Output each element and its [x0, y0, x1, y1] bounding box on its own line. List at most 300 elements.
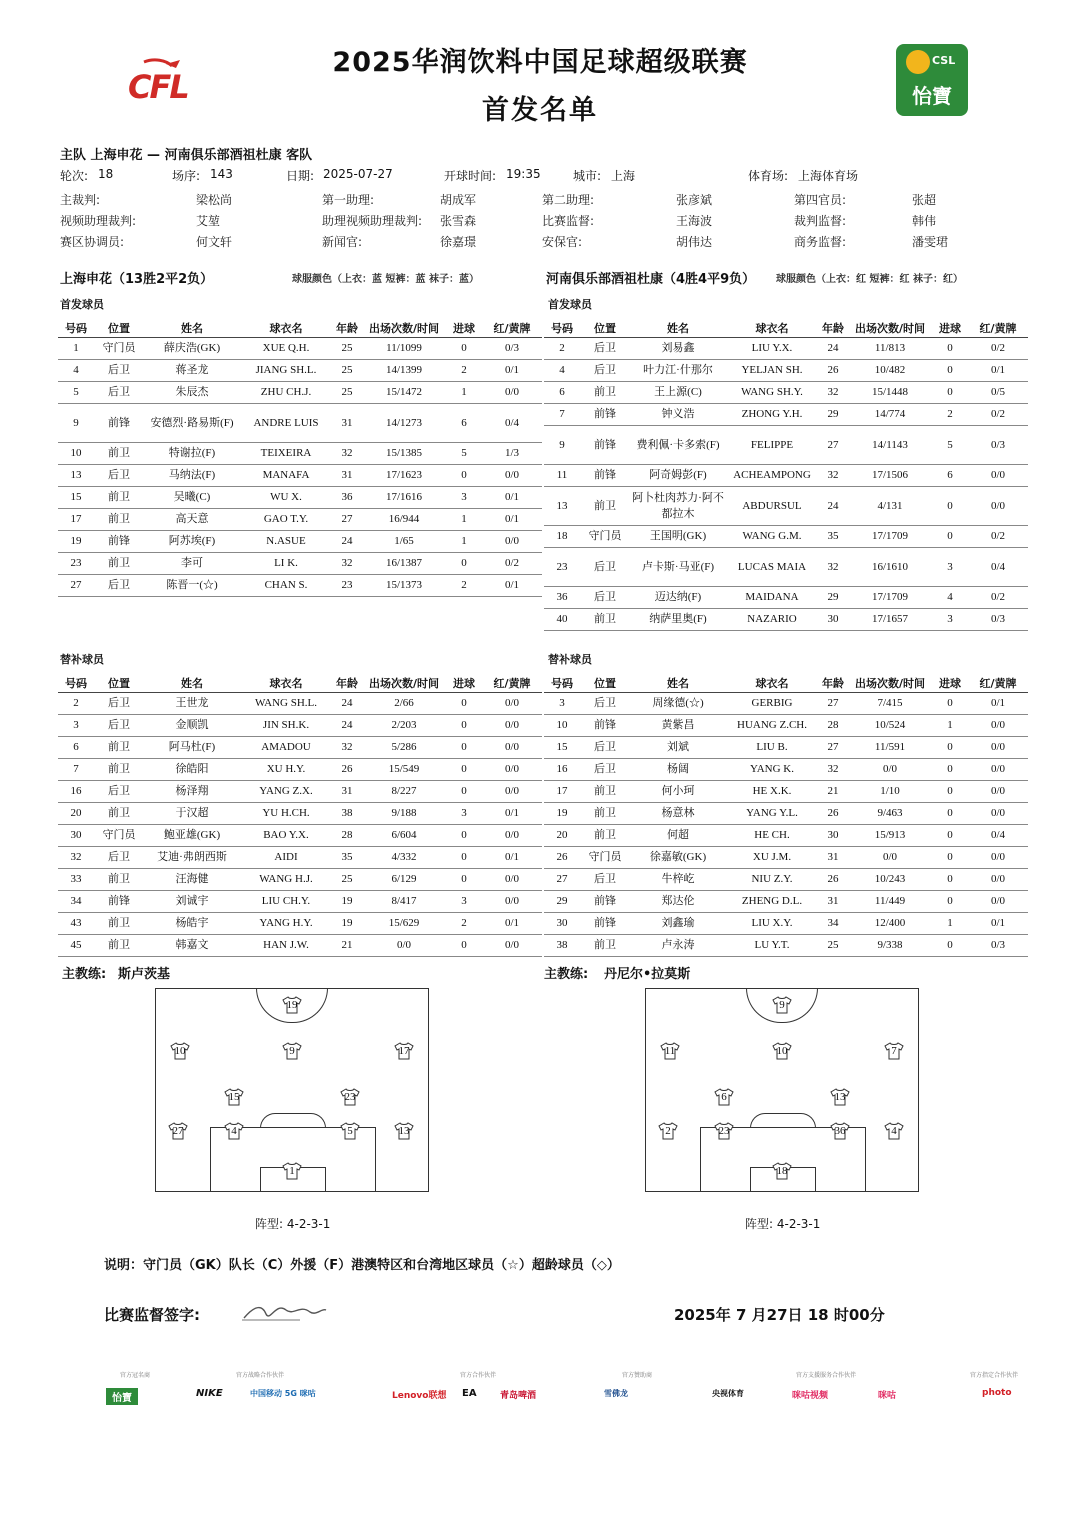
cell-cards: 0/0: [968, 487, 1028, 526]
table-row: [544, 465, 1028, 487]
table-row: [58, 759, 542, 781]
official-label: 新闻官:: [322, 235, 363, 249]
cell-position: 前锋: [580, 913, 630, 935]
shirt-number: 17: [398, 1045, 410, 1057]
cell-goals: 4: [932, 587, 968, 609]
shirt-number: 10: [776, 1045, 788, 1057]
round-value: 18: [98, 167, 114, 181]
cell-number: 2: [544, 338, 580, 360]
column-header-age: 年龄: [332, 673, 362, 693]
cell-name: 郑达伦: [630, 891, 726, 913]
sponsor-logo-photo: photo: [982, 1388, 1012, 1398]
cell-name: 周缘德(☆): [630, 693, 726, 715]
cell-number: 13: [544, 487, 580, 526]
cell-position: 后卫: [580, 587, 630, 609]
cell-apps: 10/243: [848, 869, 932, 891]
cell-apps: 6/129: [362, 869, 446, 891]
home-coach: 斯卢茨基: [118, 967, 171, 982]
table-row: [544, 426, 1028, 465]
shirt-number: 18: [776, 1165, 788, 1177]
cell-apps: 15/629: [362, 913, 446, 935]
cell-apps: 15/1373: [362, 575, 446, 597]
cell-goals: 0: [446, 715, 482, 737]
cell-shirt-name: ZHU CH.J.: [240, 382, 332, 404]
cell-name: 朱辰杰: [144, 382, 240, 404]
cell-cards: 0/0: [968, 781, 1028, 803]
cell-apps: 9/188: [362, 803, 446, 825]
cell-age: 35: [818, 526, 848, 548]
cell-goals: 1: [932, 913, 968, 935]
shirt-number: 36: [834, 1125, 846, 1137]
page-title: 2025华润饮料中国足球超级联赛: [332, 47, 748, 78]
cell-goals: 3: [932, 548, 968, 587]
cell-cards: 0/1: [482, 847, 542, 869]
cell-shirt-name: FELIPPE: [726, 426, 818, 465]
cell-goals: 3: [446, 803, 482, 825]
cell-goals: 0: [446, 825, 482, 847]
cell-number: 29: [544, 891, 580, 913]
column-header-apps: 出场次数/时间: [362, 673, 446, 693]
cell-position: 前卫: [580, 487, 630, 526]
cell-age: 23: [332, 575, 362, 597]
player-shirt-icon: [340, 1122, 360, 1140]
cell-position: 前卫: [94, 869, 144, 891]
table-row: [544, 847, 1028, 869]
column-header-goals: 进球: [932, 318, 968, 338]
player-shirt-icon: [394, 1042, 414, 1060]
shirt-number: 27: [172, 1125, 184, 1137]
cell-cards: 1/3: [482, 443, 542, 465]
legend-note: 说明：守门员（GK）队长（C）外援（F）港澳特区和台湾地区球员（☆）超龄球员（◇）: [104, 1258, 620, 1273]
away-subs-table: [544, 673, 1028, 957]
official-value: 胡伟达: [676, 235, 713, 249]
cell-apps: 5/286: [362, 737, 446, 759]
cell-goals: 0: [932, 382, 968, 404]
cell-apps: 0/0: [848, 759, 932, 781]
cell-apps: 11/813: [848, 338, 932, 360]
cell-apps: 2/203: [362, 715, 446, 737]
cell-position: 前卫: [580, 382, 630, 404]
cell-cards: 0/0: [482, 825, 542, 847]
cell-name: 徐皓阳: [144, 759, 240, 781]
cell-goals: 0: [932, 759, 968, 781]
cell-number: 20: [544, 825, 580, 847]
cell-name: 牛梓屹: [630, 869, 726, 891]
cell-name: 徐嘉敏(GK): [630, 847, 726, 869]
stadium-value: 上海体育场: [798, 169, 859, 183]
cell-goals: 0: [932, 803, 968, 825]
cell-shirt-name: YANG Y.L.: [726, 803, 818, 825]
cell-number: 9: [544, 426, 580, 465]
cell-shirt-name: JIANG SH.L.: [240, 360, 332, 382]
cell-age: 26: [818, 360, 848, 382]
cell-cards: 0/0: [968, 715, 1028, 737]
player-shirt-icon: [282, 1042, 302, 1060]
official-value: 梁松尚: [196, 193, 233, 207]
sponsor-logo-cbest: 怡寶: [106, 1388, 138, 1405]
column-header-position: 位置: [94, 318, 144, 338]
shirt-number: 13: [398, 1125, 410, 1137]
date-label: 日期:: [286, 169, 315, 183]
cell-shirt-name: LI K.: [240, 553, 332, 575]
cell-number: 3: [544, 693, 580, 715]
signature-label: 比赛监督签字:: [104, 1306, 200, 1324]
column-header-name: 姓名: [144, 318, 240, 338]
official-label: 第四官员:: [794, 193, 847, 207]
table-row: [58, 575, 542, 597]
home-subs-label: 替补球员: [60, 653, 104, 666]
table-row: [58, 382, 542, 404]
cell-position: 前卫: [94, 553, 144, 575]
cell-goals: 0: [446, 935, 482, 957]
cell-apps: 15/1385: [362, 443, 446, 465]
cell-name: 杨意林: [630, 803, 726, 825]
cell-goals: 0: [932, 847, 968, 869]
cell-shirt-name: TEIXEIRA: [240, 443, 332, 465]
table-row: [544, 869, 1028, 891]
column-header-position: 位置: [580, 318, 630, 338]
cell-shirt-name: BAO Y.X.: [240, 825, 332, 847]
official-value: 张彦斌: [676, 193, 713, 207]
shirt-number: 10: [174, 1045, 186, 1057]
player-shirt-icon: [282, 996, 302, 1014]
cell-shirt-name: HE X.K.: [726, 781, 818, 803]
cell-apps: 4/131: [848, 487, 932, 526]
cell-cards: 0/2: [968, 404, 1028, 426]
column-header-position: 位置: [580, 673, 630, 693]
cell-apps: 6/604: [362, 825, 446, 847]
cell-shirt-name: ZHONG Y.H.: [726, 404, 818, 426]
cell-age: 32: [332, 443, 362, 465]
cell-cards: 0/0: [968, 759, 1028, 781]
table-row: [58, 825, 542, 847]
cell-position: 前锋: [580, 465, 630, 487]
cell-cards: 0/4: [968, 825, 1028, 847]
cell-name: 杨泽翔: [144, 781, 240, 803]
cell-age: 29: [818, 404, 848, 426]
cell-cards: 0/0: [482, 891, 542, 913]
cell-number: 45: [58, 935, 94, 957]
column-header-number: 号码: [58, 318, 94, 338]
cell-cards: 0/0: [968, 465, 1028, 487]
cell-position: 前卫: [580, 935, 630, 957]
cell-name: 阿马杜(F): [144, 737, 240, 759]
column-header-cards: 红/黄牌: [482, 673, 542, 693]
column-header-apps: 出场次数/时间: [848, 673, 932, 693]
cell-age: 27: [818, 693, 848, 715]
cell-shirt-name: LUCAS MAIA: [726, 548, 818, 587]
cell-number: 32: [58, 847, 94, 869]
cell-position: 后卫: [94, 360, 144, 382]
cell-age: 27: [818, 426, 848, 465]
cell-cards: 0/1: [968, 913, 1028, 935]
cell-age: 19: [332, 891, 362, 913]
home-coach-label: 主教练:: [62, 967, 107, 982]
cell-goals: 0: [932, 781, 968, 803]
table-row: [58, 487, 542, 509]
round-label: 轮次:: [60, 169, 89, 183]
cell-position: 后卫: [580, 548, 630, 587]
cell-name: 于汉超: [144, 803, 240, 825]
cell-name: 王国明(GK): [630, 526, 726, 548]
table-header: [58, 673, 542, 693]
cell-cards: 0/2: [968, 526, 1028, 548]
cell-position: 后卫: [94, 693, 144, 715]
player-shirt-icon: [714, 1122, 734, 1140]
official-value: 韩伟: [912, 214, 937, 228]
shirt-number: 2: [665, 1125, 671, 1137]
cell-age: 32: [818, 382, 848, 404]
cell-position: 后卫: [94, 847, 144, 869]
column-header-name: 姓名: [630, 673, 726, 693]
cell-cards: 0/4: [482, 404, 542, 443]
page-subtitle: 首发名单: [482, 95, 598, 126]
cell-position: 后卫: [94, 382, 144, 404]
cell-name: 李可: [144, 553, 240, 575]
cell-age: 24: [332, 693, 362, 715]
column-header-shirt-name: 球衣名: [240, 673, 332, 693]
cell-goals: 0: [446, 465, 482, 487]
cell-name: 汪海健: [144, 869, 240, 891]
player-shirt-icon: [772, 1042, 792, 1060]
official-label: 第一助理:: [322, 193, 375, 207]
sponsor-logo-chevron: 雪佛龙: [604, 1389, 628, 1398]
cell-cards: 0/1: [482, 803, 542, 825]
cell-goals: 0: [446, 737, 482, 759]
cfl-logo-text: CFL: [128, 68, 188, 106]
cell-goals: 5: [932, 426, 968, 465]
official-value: 何文轩: [196, 235, 233, 249]
csl-badge: CSL: [932, 54, 956, 67]
official-label: 第二助理:: [542, 193, 595, 207]
table-row: [544, 548, 1028, 587]
cell-age: 31: [818, 847, 848, 869]
cell-age: 31: [818, 891, 848, 913]
cell-age: 25: [332, 338, 362, 360]
column-header-cards: 红/黄牌: [482, 318, 542, 338]
player-shirt-icon: [772, 1162, 792, 1180]
cell-apps: 0/0: [362, 935, 446, 957]
cell-age: 31: [332, 781, 362, 803]
cell-cards: 0/3: [968, 935, 1028, 957]
cell-number: 7: [58, 759, 94, 781]
official-label: 赛区协调员:: [60, 235, 125, 249]
cell-goals: 2: [446, 575, 482, 597]
cell-number: 6: [544, 382, 580, 404]
cell-cards: 0/2: [482, 553, 542, 575]
column-header-number: 号码: [58, 673, 94, 693]
cell-position: 前卫: [94, 487, 144, 509]
cell-position: 前锋: [580, 404, 630, 426]
cell-position: 前卫: [94, 443, 144, 465]
kickoff-label: 开球时间:: [444, 169, 497, 183]
cell-number: 27: [544, 869, 580, 891]
column-header-apps: 出场次数/时间: [362, 318, 446, 338]
cell-goals: 1: [932, 715, 968, 737]
player-shirt-icon: [282, 1162, 302, 1180]
player-shirt-icon: [340, 1088, 360, 1106]
game-label: 场序:: [172, 169, 201, 183]
city-value: 上海: [611, 169, 636, 183]
official-value: 王海波: [676, 214, 713, 228]
cell-shirt-name: ZHENG D.L.: [726, 891, 818, 913]
cell-goals: 0: [446, 553, 482, 575]
cell-number: 30: [58, 825, 94, 847]
cell-shirt-name: YU H.CH.: [240, 803, 332, 825]
cell-name: 刘诚宇: [144, 891, 240, 913]
cell-position: 后卫: [580, 869, 630, 891]
cell-cards: 0/3: [968, 426, 1028, 465]
cell-shirt-name: YELJAN SH.: [726, 360, 818, 382]
cell-name: 刘易鑫: [630, 338, 726, 360]
cell-number: 11: [544, 465, 580, 487]
sponsor-logo-cctv: 央视体育: [712, 1389, 744, 1398]
cell-cards: 0/3: [968, 609, 1028, 631]
cell-age: 27: [332, 509, 362, 531]
table-row: [544, 825, 1028, 847]
cell-age: 32: [332, 553, 362, 575]
cell-shirt-name: LIU X.Y.: [726, 913, 818, 935]
cell-cards: 0/0: [968, 737, 1028, 759]
cell-name: 杨阔: [630, 759, 726, 781]
cell-cards: 0/1: [482, 575, 542, 597]
cell-cards: 0/1: [482, 360, 542, 382]
cell-shirt-name: NIU Z.Y.: [726, 869, 818, 891]
cell-age: 19: [332, 913, 362, 935]
cell-age: 24: [332, 531, 362, 553]
cell-cards: 0/3: [482, 338, 542, 360]
column-header-shirt-name: 球衣名: [240, 318, 332, 338]
penalty-arc: [750, 1113, 816, 1128]
cell-name: 阿卜杜肉苏力·阿不都拉木: [630, 487, 726, 526]
cell-number: 5: [58, 382, 94, 404]
table-row: [58, 781, 542, 803]
column-header-name: 姓名: [630, 318, 726, 338]
cell-cards: 0/0: [482, 935, 542, 957]
cell-goals: 0: [932, 737, 968, 759]
cell-name: 卢永涛: [630, 935, 726, 957]
cell-goals: 6: [932, 465, 968, 487]
cell-apps: 11/1099: [362, 338, 446, 360]
cell-position: 守门员: [580, 526, 630, 548]
home-subs-table: [58, 673, 542, 957]
sponsor-logo-migu: 咪咕: [878, 1391, 897, 1401]
cell-age: 31: [332, 465, 362, 487]
cell-age: 26: [332, 759, 362, 781]
cell-apps: 12/400: [848, 913, 932, 935]
player-shirt-icon: [168, 1122, 188, 1140]
sponsor-logo-nike: NIKE: [196, 1388, 223, 1399]
table-row: [544, 759, 1028, 781]
cell-shirt-name: YANG H.Y.: [240, 913, 332, 935]
cell-name: 何小珂: [630, 781, 726, 803]
kickoff-value: 19:35: [506, 167, 541, 181]
table-row: [58, 531, 542, 553]
cell-number: 6: [58, 737, 94, 759]
official-label: 视频助理裁判:: [60, 214, 137, 228]
column-header-shirt-name: 球衣名: [726, 673, 818, 693]
table-row: [544, 609, 1028, 631]
table-row: [58, 553, 542, 575]
cell-apps: 8/417: [362, 891, 446, 913]
cell-number: 13: [58, 465, 94, 487]
cell-age: 25: [332, 360, 362, 382]
table-row: [58, 360, 542, 382]
table-row: [544, 404, 1028, 426]
cell-name: 钟义浩: [630, 404, 726, 426]
cell-number: 17: [58, 509, 94, 531]
cell-goals: 2: [446, 913, 482, 935]
cell-apps: 17/1616: [362, 487, 446, 509]
cell-position: 前卫: [94, 509, 144, 531]
cell-name: 安德烈·路易斯(F): [144, 404, 240, 443]
signature-date: 2025年 7 月27日 18 时00分: [674, 1306, 885, 1324]
shirt-number: 15: [228, 1091, 240, 1103]
cell-position: 守门员: [94, 338, 144, 360]
cell-age: 32: [818, 759, 848, 781]
cell-name: 费利佩·卡多索(F): [630, 426, 726, 465]
cell-shirt-name: NAZARIO: [726, 609, 818, 631]
cell-number: 19: [58, 531, 94, 553]
table-row: [58, 737, 542, 759]
cell-age: 31: [332, 404, 362, 443]
cell-name: 蒋圣龙: [144, 360, 240, 382]
cell-number: 3: [58, 715, 94, 737]
cell-apps: 1/10: [848, 781, 932, 803]
cell-number: 43: [58, 913, 94, 935]
cell-apps: 11/449: [848, 891, 932, 913]
cell-position: 前卫: [580, 803, 630, 825]
cell-name: 特谢拉(F): [144, 443, 240, 465]
official-value: 胡成军: [440, 193, 477, 207]
home-formation-pitch: [155, 988, 429, 1192]
cell-number: 16: [58, 781, 94, 803]
cell-age: 38: [332, 803, 362, 825]
table-row: [58, 404, 542, 443]
official-value: 张雪森: [440, 214, 477, 228]
column-header-shirt-name: 球衣名: [726, 318, 818, 338]
home-starters-label: 首发球员: [60, 298, 104, 311]
cell-shirt-name: GERBIG: [726, 693, 818, 715]
cell-shirt-name: LU Y.T.: [726, 935, 818, 957]
sponsor-logo-migu-video: 咪咕视频: [792, 1391, 829, 1401]
shirt-number: 1: [289, 1165, 295, 1177]
cell-name: 薛庆浩(GK): [144, 338, 240, 360]
cell-goals: 3: [446, 891, 482, 913]
cell-shirt-name: LIU Y.X.: [726, 338, 818, 360]
csl-logo: [896, 44, 968, 116]
penalty-arc: [260, 1113, 326, 1128]
cell-goals: 0: [446, 338, 482, 360]
cell-apps: 14/774: [848, 404, 932, 426]
cell-shirt-name: JIN SH.K.: [240, 715, 332, 737]
player-shirt-icon: [884, 1042, 904, 1060]
away-coach: 丹尼尔•拉莫斯: [604, 967, 691, 982]
cell-cards: 0/0: [482, 531, 542, 553]
home-team-title: 上海申花（13胜2平2负）: [60, 272, 214, 287]
cell-age: 35: [332, 847, 362, 869]
cell-number: 19: [544, 803, 580, 825]
player-shirt-icon: [660, 1042, 680, 1060]
column-header-age: 年龄: [818, 673, 848, 693]
cell-name: 何超: [630, 825, 726, 847]
cell-age: 34: [818, 913, 848, 935]
date-value: 2025-07-27: [323, 167, 393, 181]
cell-position: 前卫: [94, 803, 144, 825]
table-row: [544, 891, 1028, 913]
cell-apps: 17/1623: [362, 465, 446, 487]
column-header-position: 位置: [94, 673, 144, 693]
